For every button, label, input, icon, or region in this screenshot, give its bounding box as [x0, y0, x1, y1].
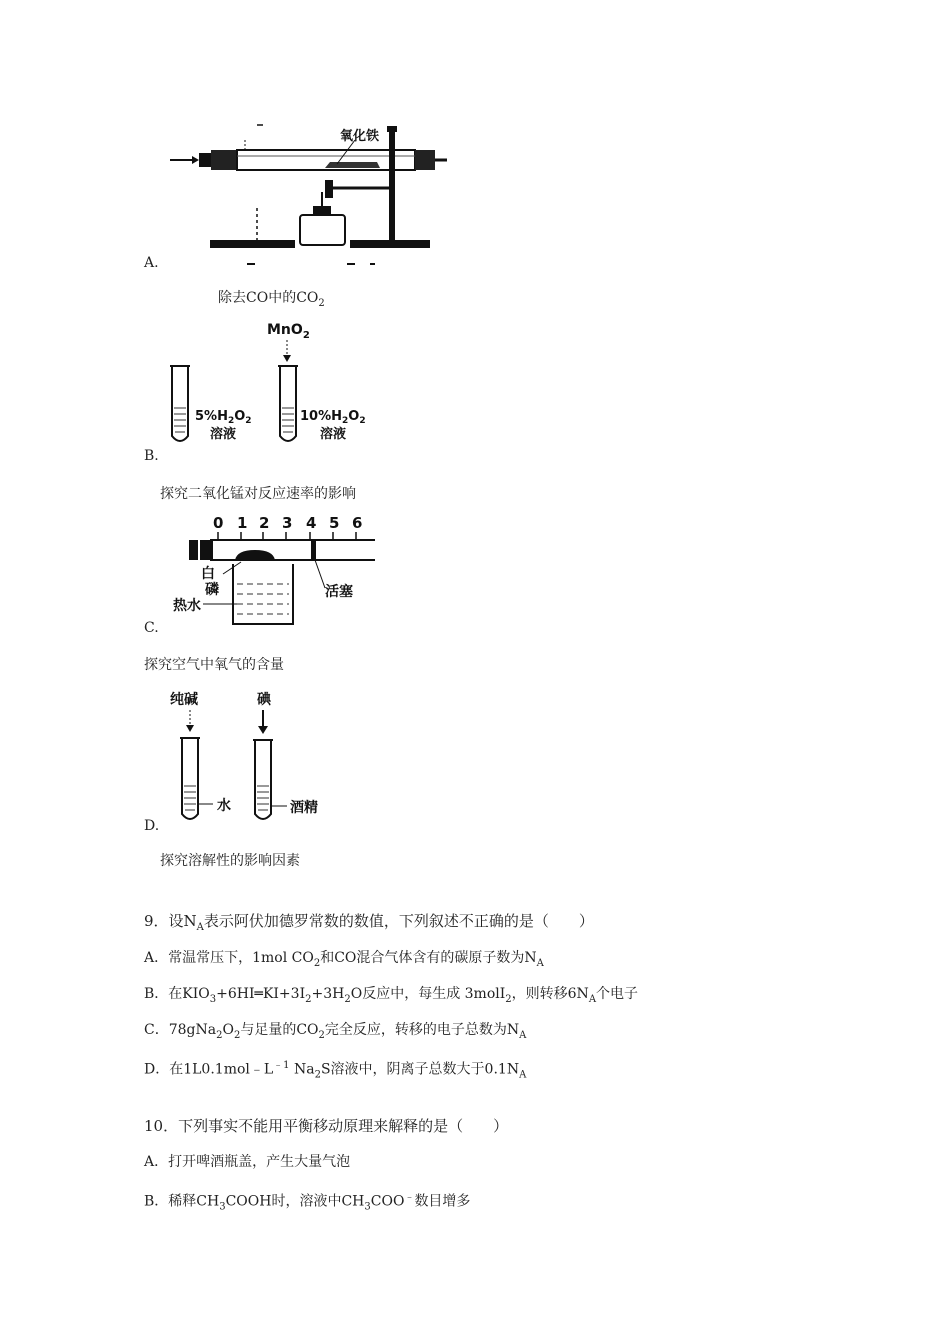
figure-b-letter: B. — [144, 448, 159, 464]
label-hot-water: 热水 — [173, 598, 201, 614]
iron-oxide-sample — [325, 162, 380, 168]
label-left-solution: 溶液 — [210, 427, 237, 442]
question-9-option-d: D．在$1L0.1mol﹣L^{﹣1}$ $Na_2S$溶液中，阴离子总数大于$0.1N_A$ — [144, 1060, 527, 1081]
label-iron-oxide: 氧化铁 — [340, 129, 380, 144]
label-mno2: MnO$_2$ — [267, 322, 310, 341]
label-alcohol: 酒精 — [290, 800, 318, 816]
label-right-solution: 溶液 — [320, 427, 347, 442]
svg-text:2: 2 — [259, 514, 270, 532]
figure-b-caption: 探究二氧化锰对反应速率的影响 — [160, 486, 356, 502]
soda-arrow — [186, 725, 194, 732]
label-5pct-h2o2: $5\%H_2O_2$ — [195, 409, 252, 426]
svg-text:1: 1 — [237, 514, 248, 532]
iodine-arrow — [258, 726, 268, 734]
question-9-option-a: A．常温常压下，1mol $CO_2$和CO混合气体含有的碳原子数为$N_A$ — [144, 950, 544, 969]
figure-c-drawing — [165, 512, 385, 632]
question-9-option-b: B．在$KIO_3+6HI═KI+3I_2+3H_2O$反应中，每生成 3molI$_2$，则转移$6N_A$个电子 — [144, 986, 639, 1005]
label-soda: 纯碱 — [170, 692, 198, 708]
label-piston: 活塞 — [325, 584, 353, 600]
question-10-option-a: A．打开啤酒瓶盖，产生大量气泡 — [144, 1154, 351, 1170]
piston — [311, 541, 316, 559]
figure-b-drawing — [160, 318, 400, 458]
question-10-option-b: B．稀释$CH_3COOH$时，溶液中$CH_3COO^﹣$数目增多 — [144, 1192, 471, 1213]
mno2-arrow — [283, 355, 291, 362]
left-plug — [211, 150, 237, 170]
caption-a-sub: 2 — [318, 297, 325, 309]
figure-a-caption — [218, 288, 325, 314]
arrow-head — [192, 156, 199, 164]
label-iodine: 碘 — [257, 692, 271, 708]
question-10-stem: 10．下列事实不能用平衡移动原理来解释的是（ ） — [144, 1117, 509, 1135]
figure-a-apparatus — [165, 120, 455, 270]
figure-d-caption: 探究溶解性的影响因素 — [160, 853, 300, 869]
svg-text:4: 4 — [306, 514, 317, 532]
figure-d-letter: D. — [144, 818, 160, 834]
left-base — [210, 240, 295, 248]
alcohol-burner — [300, 215, 345, 245]
figure-c-caption: 探究空气中氧气的含量 — [144, 657, 284, 673]
figure-c-apparatus — [165, 512, 385, 632]
left-stopper — [199, 153, 211, 167]
label-water: 水 — [217, 798, 231, 814]
right-tube-d — [255, 740, 271, 819]
left-liquid — [174, 408, 186, 432]
question-9-stem: 9．设$N_A$表示阿伏加德罗常数的数值，下列叙述不正确的是（ ） — [144, 912, 594, 933]
figure-b-apparatus — [160, 318, 400, 458]
svg-text:3: 3 — [282, 514, 293, 532]
question-9-option-c: C．$78gNa_2O_2$与足量的$CO_2$完全反应，转移的电子总数为$N_A$ — [144, 1022, 527, 1041]
scale-ticks — [213, 514, 362, 532]
tube-stopper — [189, 540, 213, 560]
label-white-1: 白 — [201, 566, 215, 582]
svg-text:6: 6 — [352, 514, 363, 532]
svg-text:5: 5 — [329, 514, 340, 532]
stand-base — [350, 240, 430, 248]
figure-d-drawing — [165, 686, 345, 826]
figure-a-drawing — [165, 120, 455, 270]
left-tube-d — [182, 738, 198, 819]
svg-text:0: 0 — [213, 514, 224, 532]
figure-d-apparatus — [165, 686, 345, 826]
figure-a-letter: A. — [144, 255, 159, 271]
label-10pct-h2o2: $10\%H_2O_2$ — [300, 409, 366, 426]
left-test-tube — [172, 366, 188, 441]
figure-c-letter: C. — [144, 620, 159, 636]
hot-water — [237, 584, 289, 614]
right-test-tube — [280, 366, 296, 441]
water-liquid — [184, 786, 196, 810]
right-liquid — [282, 408, 294, 432]
right-plug — [415, 150, 435, 170]
caption-a-text: 除去CO中的CO — [218, 290, 319, 306]
alcohol-liquid — [257, 786, 269, 810]
label-white-2: 磷 — [205, 582, 219, 598]
white-phosphorus — [235, 550, 275, 560]
